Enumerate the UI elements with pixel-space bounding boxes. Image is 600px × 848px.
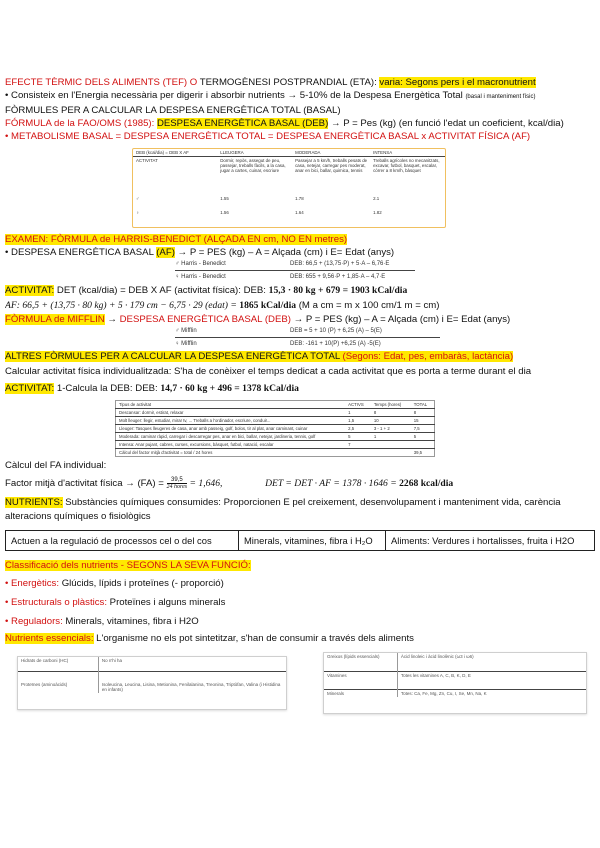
activity-cell: 1 <box>373 434 377 439</box>
essential-left-table <box>18 657 286 693</box>
essential-cell: No n'hi ha <box>101 658 123 663</box>
activity-cell: 10 <box>373 418 379 423</box>
activity-row <box>116 425 435 433</box>
mif-female-formula: DEB: -161 + 10(P) +6,25 (A) -5(E) <box>290 341 381 347</box>
regulation-cell: Actuen a la regulació de processos cel o del cos <box>6 531 239 551</box>
essential-table-right <box>323 652 587 714</box>
activity-row <box>116 409 435 417</box>
regulators-desc: Minerals, vitamines, fibra i H2O <box>62 616 199 627</box>
af-table <box>133 149 445 216</box>
activity-cell: 8 <box>373 410 377 415</box>
mif-male-row <box>175 326 440 338</box>
regulation-cell: Aliments: Verdures i hortalisses, fruita i H2O <box>386 531 595 551</box>
tef-title: EFECTE TÈRMIC DELS ALIMENTS (TEF) O <box>5 77 198 88</box>
af-cell: ♂ <box>136 195 140 201</box>
af-cell: 1.64 <box>295 209 304 215</box>
activity-cell: 15 <box>413 418 419 423</box>
regulators-line <box>5 612 595 631</box>
essential-cell: Minerals <box>324 689 397 697</box>
hb-male-formula: DEB: 66,5 + (13,75·P) + 5·A – 6,76·E <box>290 261 390 267</box>
calc-fa-line: Càlcul del FA individual: <box>5 460 107 471</box>
classification-line <box>5 557 595 574</box>
hb-female-row <box>175 271 415 283</box>
structural-label: • Estructurals o plàstics: <box>5 597 107 608</box>
harris-formulas <box>175 259 595 283</box>
regulators-label: • Reguladors: <box>5 616 63 627</box>
activity-cell: 2,5 <box>348 426 355 431</box>
activitat2-desc: 1-Calcula la DEB: DEB: <box>54 383 161 394</box>
altres-heading: ALTRES FÒRMULES PER A CALCULAR LA DESPESA ENERGÈTICA TOTAL <box>5 351 343 362</box>
af-unit-note: (M a cm = m x 100 cm/1 m = cm) <box>296 300 440 311</box>
det-result: 2268 kcal/dia <box>399 478 454 489</box>
af-cell: 1.56 <box>220 209 229 215</box>
regulation-cell: Minerals, vitamines, fibra i H₂O <box>239 531 386 551</box>
activitat2-tag: ACTIVITAT: <box>5 383 55 394</box>
exam-line <box>5 233 595 246</box>
activity-table-box <box>115 400 435 457</box>
activity-row <box>116 417 435 425</box>
mif-male-label: ♂ Mifflin <box>175 328 197 334</box>
essential-cell: Àcid linoleic i àcid linolènic (ω3 i ω6) <box>400 654 474 659</box>
af-table-row <box>133 195 445 209</box>
activity-cell: Lleuger: Tasques lleugeres de casa, anar amb passeig, golf, bolos, tir al plat, anar caminant, cuinar <box>119 426 308 431</box>
mif-male-formula: DEB = 5 + 10 (P) + 6,25 (A) – 5(E) <box>290 328 382 334</box>
af-cell: Treballs agrícoles no mecanitzats, excavar, futbol, basquet, escalar, córrer a 8 km/h, bàsquet <box>373 158 440 173</box>
activity-cell: 39,5 <box>413 450 423 455</box>
nutrients-desc: Substàncies químiques consumides: Proporcionen E pel creixement, desenvolupament i manteniment vida, carència <box>62 497 561 508</box>
activitat-line <box>5 283 595 298</box>
activity-cell: Molt lleuger: llegir, estudiar, mirar tv, ... Treballs a l'ordinador, escriure, conduir... <box>119 418 271 423</box>
activity-table-header <box>116 401 435 409</box>
af-header-cell: LLEUGERA <box>220 150 244 155</box>
calc-line: Calcular activitat física individualitzada: S'ha de conèixer el temps dedicat a cada activitat que es porta a terme durant el dia <box>5 366 532 377</box>
activity-cell <box>411 441 435 449</box>
deb-label: DESPESA ENERGÈTICA BASAL (DEB) <box>156 118 329 129</box>
essential-tables <box>5 656 595 716</box>
activity-header-cell: Tipus de activitat <box>119 402 152 407</box>
structural-desc: Proteïnes i alguns minerals <box>107 597 226 608</box>
document-page <box>5 76 595 716</box>
essential-right-table <box>324 653 586 697</box>
factor-fraction <box>167 477 188 490</box>
activity-cell: Intensa: Anar pujant, cabres, curses, excursions, bàsquet, futbol, natació, escalar <box>119 442 274 447</box>
activitat-result: 15,3 · 80 kg + 679 = 1903 kCal/dia <box>268 285 408 296</box>
activity-cell: 7,5 <box>413 426 420 431</box>
essential-cell: Totes: Ca, Fe, Mg, Zn, Cu, I, Se, Mn, Na, K <box>400 690 487 696</box>
regulation-row <box>6 531 595 551</box>
energetics-desc: Glúcids, lípids i proteïnes (- proporció) <box>59 578 224 589</box>
activity-cell: 1 <box>348 410 351 415</box>
tef-desc-note: (basal i manteniment físic) <box>465 94 536 100</box>
af-result: 1865 kCal/dia <box>239 300 297 311</box>
deb-desc: → P = PES (kg) – A = Alçada (cm) i E= Edat (anys) <box>174 247 395 258</box>
af-cell: 2.1 <box>373 195 380 201</box>
activity-cell: 5 <box>413 434 417 439</box>
mif-female-row <box>175 338 440 350</box>
af-calc-line <box>5 298 595 313</box>
essential-line <box>5 631 595 646</box>
energetics-label: • Energètics: <box>5 578 60 589</box>
nutrients-line <box>5 496 595 510</box>
af-cell: 1.82 <box>373 209 382 215</box>
tef-heading <box>5 76 595 89</box>
af-header-cell: DEB (kcal/dia) = DEB X AF <box>136 150 189 155</box>
factor-line <box>5 472 595 496</box>
activity-cell: 1,5 <box>348 418 355 423</box>
activity-cell: 8 <box>413 410 417 415</box>
activity-header-cell: Temps (hores) <box>373 402 402 407</box>
activity-cell: 7 <box>348 442 351 447</box>
af-cell: 1.78 <box>295 195 304 201</box>
mifflin-arrow: → <box>104 314 120 325</box>
essential-row <box>18 671 286 693</box>
metabolisme-line: • METABOLISME BASAL = DESPESA ENERGÈTICA TOTAL = DESPESA ENERGÈTICA BASAL x ACTIVITAT FÍSICA (AF) <box>5 131 531 142</box>
tef-varia: varia: Segons pers i el macronutrient <box>379 77 536 88</box>
essential-cell: Hidrats de carboni (HC) <box>18 657 98 671</box>
activity-cell <box>371 449 411 457</box>
essential-desc: L'organisme no els pot sintetitzar, s'han de consumir a través dels aliments <box>93 633 414 644</box>
activitat-tag: ACTIVITAT: <box>5 285 55 296</box>
activity-cell: Descansar: dormir, estirat, relaxar <box>119 410 184 415</box>
activity-cell: Càlcul del factor mitjà d'activitat = total / 24 hores <box>119 450 213 455</box>
activity-cell <box>345 449 371 457</box>
essential-row <box>324 689 586 697</box>
tef-description <box>5 89 595 104</box>
essential-table-left <box>17 656 287 710</box>
af-cell: Passejar a 5 km/h, treballs pesats de casa, netejar, carregar pes moderat, anar en bici, ballar, quimica, tennis <box>295 158 368 173</box>
activity-header-cell: TOTAL <box>413 402 428 407</box>
activity-row <box>116 433 435 441</box>
deb-line <box>5 246 595 259</box>
activity-header-cell: ACTIVS <box>348 402 364 407</box>
activity-row <box>116 441 435 449</box>
essential-row <box>18 657 286 671</box>
frac-denominator: 24 hores <box>166 483 188 490</box>
activity-row <box>116 449 435 457</box>
mif-female-label: ♀ Mifflin <box>175 341 197 347</box>
essential-row <box>324 653 586 671</box>
deb-text: • DESPESA ENERGÈTICA BASAL <box>5 247 157 258</box>
hb-female-label: ♀ Harris - Benedict <box>175 274 226 280</box>
activitat2-result: 14,7 · 60 kg + 496 = 1378 kCal/dia <box>160 383 299 394</box>
mifflin-desc: → P = PES (kg) – A = Alçada (cm) i E= Edat (anys) <box>290 314 511 325</box>
af-header-cell: INTENSA <box>373 150 393 155</box>
regulation-table <box>5 530 595 551</box>
formulas-heading: FÒRMULES PER A CALCULAR LA DESPESA ENERGÈTICA TOTAL (BASAL) <box>5 105 341 116</box>
af-table-row <box>133 157 445 195</box>
af-tag: (AF) <box>156 247 175 258</box>
essential-cell: Isoleucina, Leucina, Lisina, Metionina, Fenilalanina, Treonina, Triptòfan, Valina (i Histidina en infants) <box>101 681 281 692</box>
hb-male-row <box>175 259 415 271</box>
af-table-row <box>133 209 445 216</box>
af-header-cell: MODERADA <box>295 150 321 155</box>
exam-heading: EXAMEN: FÒRMULA de HARRIS-BENEDICT (ALÇADA EN cm, NO EN metres) <box>5 234 348 245</box>
hb-male-label: ♂ Harris - Benedict <box>175 261 226 267</box>
fao-line <box>5 117 595 130</box>
altres-segons: (Segons: Edat, pes, embaràs, lactància) <box>342 351 514 362</box>
af-cell: 1.55 <box>220 195 229 201</box>
af-cell: ACTIVITAT <box>136 158 158 163</box>
factor-text: Factor mitjà d'activitat física → (FA) = <box>5 478 167 489</box>
mifflin-formulas <box>175 326 595 350</box>
activity-cell: 3 - 1 + 2 <box>373 426 390 431</box>
tef-desc-text: • Consisteix en l'Energia necessària per digerir i absorbir nutrients → 5-10% de la Despesa Energètica Total <box>5 90 463 101</box>
af-table-header <box>133 149 445 157</box>
activity-cell <box>371 441 411 449</box>
activitat2-line <box>5 381 595 397</box>
af-table-box <box>132 148 446 228</box>
eta-title: TERMOGÈNESI POSTPRANDIAL (ETA): <box>197 77 380 88</box>
energetics-line <box>5 574 595 593</box>
mifflin-tag: FÒRMULA de MIFFLIN <box>5 314 105 325</box>
activity-cell: Moderada: caminar ràpid, carregar i descarregar pes, anar en bici, ballar, netejar, jardineria, tennis, golf <box>119 434 316 439</box>
mifflin-deb: DESPESA ENERGÈTICA BASAL (DEB) <box>119 314 291 325</box>
essential-cell: Greixos (lípids essencials) <box>324 653 397 671</box>
hb-female-formula: DEB: 655 + 9,56·P + 1,85·A – 4,7·E <box>290 274 386 280</box>
fao-desc: → P = Pes (kg) (en funció l'edat un coeficient, kcal/dia) <box>328 118 564 129</box>
mifflin-line <box>5 313 595 326</box>
fao-label: FÓRMULA de la FAO/OMS (1985): <box>5 118 157 129</box>
factor-result: = 1,646, <box>187 478 223 489</box>
det-calc: DET = DET · AF = 1378 · 1646 = <box>265 478 400 489</box>
activity-table <box>115 400 435 457</box>
af-cell: Dormir, repòs, assegut de peu, passejar, treballs fàcils, a la casa, jugar a cartes, cuinar, escriure <box>220 158 286 173</box>
essential-cell: Vitamines <box>324 671 397 689</box>
activitat-desc: DET (kcal/dia) = DEB X AF (activitat física): DEB: <box>54 285 269 296</box>
essential-cell: Proteïnes (aminoàcids) <box>18 671 98 693</box>
af-cell: ♀ <box>136 209 140 215</box>
nutrients-tag: NUTRIENTS: <box>5 497 63 508</box>
altres-line <box>5 350 595 363</box>
essential-row <box>324 671 586 689</box>
essential-cell: Totes les vitamines A, C, B, K, D, E <box>400 672 471 678</box>
essential-tag: Nutrients essencials: <box>5 633 94 644</box>
af-calc: AF: 66,5 + (13,75 · 80 kg) + 5 · 179 cm − 6,75 · 29 (edat) = <box>5 300 240 311</box>
nutrients-desc-2: alteracions químiques o fisiològics <box>5 511 151 522</box>
structural-line <box>5 593 595 612</box>
classification-heading: Classificació dels nutrients - SEGONS LA SEVA FUNCIÓ: <box>5 560 251 571</box>
activity-cell: 5 <box>348 434 351 439</box>
frac-numerator: 39,5 <box>167 477 188 484</box>
